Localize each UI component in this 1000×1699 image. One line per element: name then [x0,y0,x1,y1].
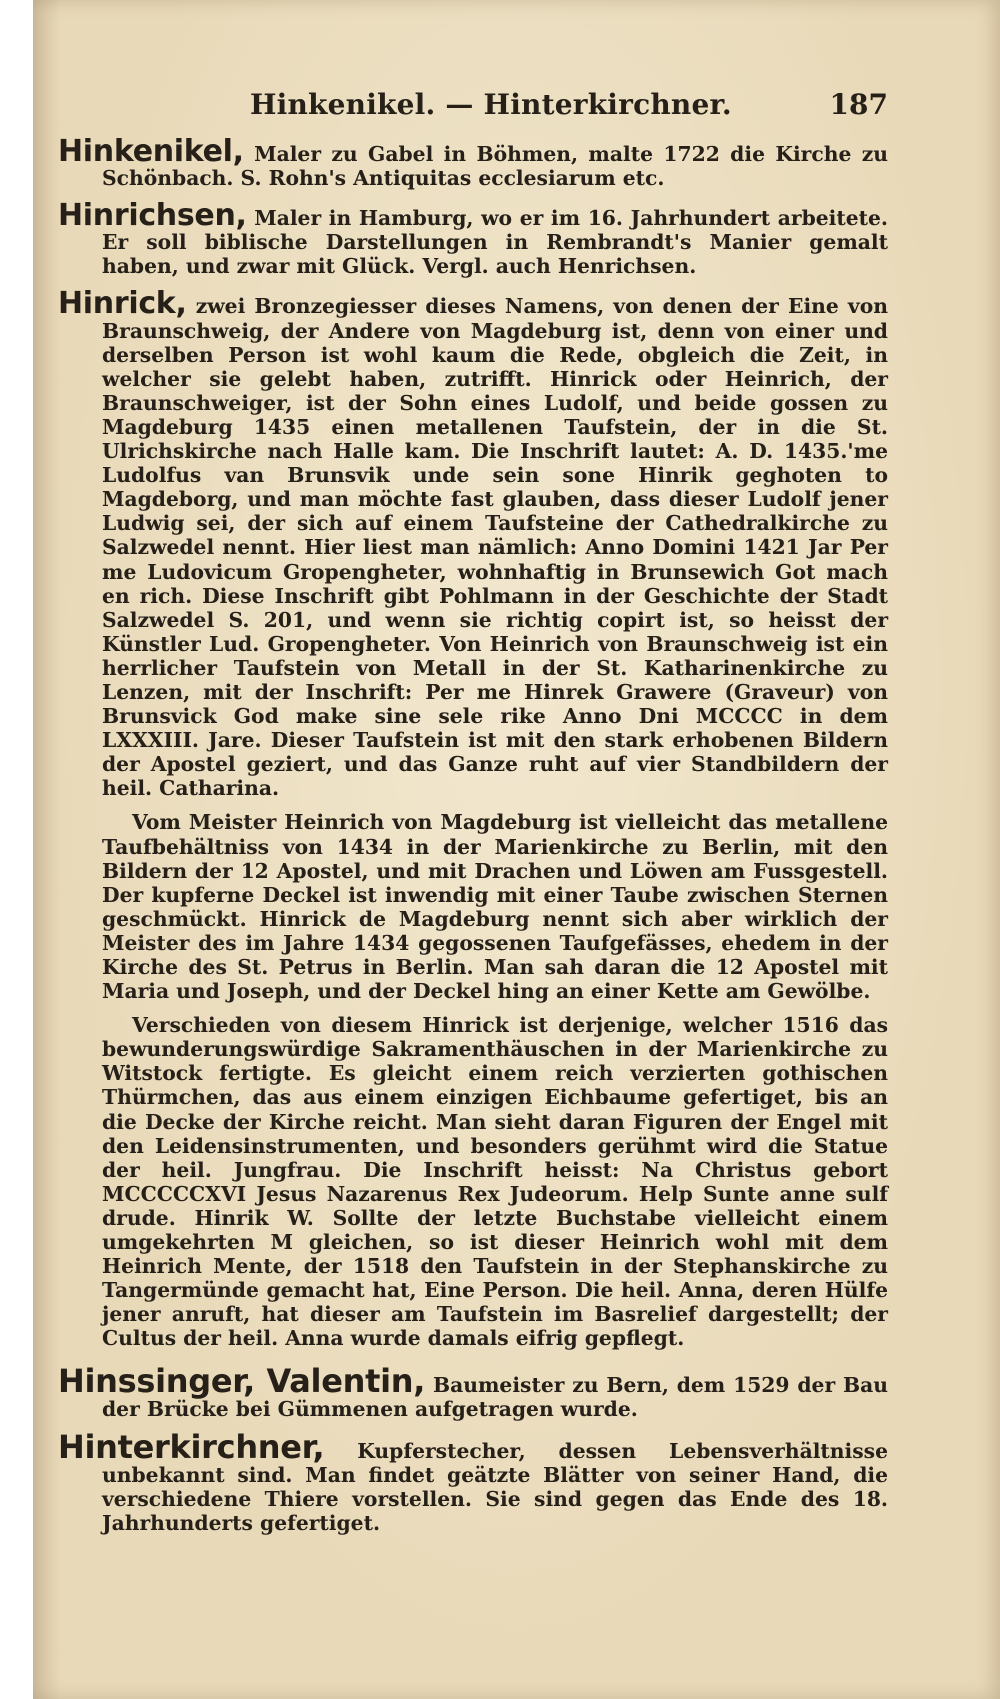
headword: Hinssinger, Valentin, [58,1361,426,1400]
entry-hinrick [58,286,888,1351]
entry-paragraph: Verschieden von diesem Hinrick ist derjenige, welcher 1516 das bewunderungswürdige Sakramenthäuschen in der Marienkirche zu Witstock fertigte. Es gleicht einem reich verzierten gothischen Thürmchen, das aus einem einzigen Eichbaume gefertiget, bis an die Decke der Kirche reicht. Man sieht daran Figuren der Engel mit den Leidensinstrumenten, und besonders gerühmt wird die Statue der heil. Jungfrau. Die Inschrift heisst: Na Christus gebort MCCCCCXVI Jesus Nazarenus Rex Judeorum. Help Sunte anne sulf drude. Hinrik W. Sollte der letzte Buchstabe vielleicht einem umgekehrten M gleichen, so ist dieser Heinrich wohl mit dem Heinrich Mente, der 1518 den Taufstein in der Stephanskirche zu Tangermünde gemacht hat, Eine Person. Die heil. Anna, deren Hülfe jener anruft, hat dieser am Taufstein im Basrelief dargestellt; der Cultus der heil. Anna wurde damals eifrig gepflegt. [102,1013,888,1351]
headword: Hinkenikel, [58,134,244,169]
entry-hinssinger [58,1361,888,1421]
entry-hinkenikel [58,134,888,191]
running-title: Hinkenikel. — Hinterkirchner. [250,88,732,121]
entry-hinrichsen [58,198,888,279]
entry-hinterkirchner [58,1427,888,1535]
entry-text: Kupferstecher, dessen Lebensverhältnisse unbekannt sind. Man findet geätzte Blätter von seiner Hand, die verschiedene Thiere vorstellen. Sie sind gegen das Ende des 18. Jahrhunderts gefertiget. [102,1438,888,1535]
entry-text: zwei Bronzegiesser dieses Namens, von denen der Eine von Braunschweig, der Andere von Magdeburg ist, denn von einer und derselben Person ist wohl kaum die Rede, obgleich die Zeit, in welcher sie gelebt haben, zutrifft. Hinrick oder Heinrich, der Braunschweiger, ist der Sohn eines Ludolf, und beide gossen zu Magdeburg 1435 einen metallenen Taufstein, der in die St. Ulrichskirche nach Halle kam. Die Inschrift lautet: A. D. 1435.'me Ludolfus van Brunsvik unde sein sone Hinrik geghoten to Magdeborg, und man möchte fast glauben, dass dieser Ludolf jener Ludwig sei, der sich auf einem Taufsteine der Cathedralkirche zu Salzwedel nennt. Hier liest man nämlich: Anno Domini 1421 Jar Per me Ludovicum Gropengheter, wohnhaftig in Brunsewich Got mach en rich. Diese Inschrift gibt Pohlmann in der Geschichte der Stadt Salzwedel S. 201, und wenn sie richtig copirt ist, so heisst der Künstler Lud. Gropengheter. Von Heinrich von Braunschweig ist ein herrlicher Taufstein von Metall in der St. Katharinenkirche zu Lenzen, mit der Inschrift: Per me Hinrek Grawere (Graveur) von Brunsvick God make sine sele rike Anno Dni MCCCC in dem LXXXIII. Jare. Dieser Taufstein ist mit den stark erhobenen Bildern der Apostel geziert, und das Ganze ruht auf vier Standbildern der heil. Catharina. [102,294,888,801]
entry-text: Baumeister zu Bern, dem 1529 der Bau der Brücke bei Gümmenen aufgetragen wurde. [102,1372,888,1421]
entry-text: Maler in Hamburg, wo er im 16. Jahrhundert arbeitete. Er soll biblische Darstellungen in Rembrandt's Manier gemalt haben, und zwar mit Glück. Vergl. auch Henrichsen. [102,206,888,279]
entry-paragraph: Vom Meister Heinrich von Magdeburg ist vielleicht das metallene Taufbehältniss von 1434 in der Marienkirche zu Berlin, mit den Bildern der 12 Apostel, und mit Drachen und Löwen am Fussgestell. Der kupferne Deckel ist inwendig mit einer Taube zwischen Sternen geschmückt. Hinrick de Magdeburg nennt sich aber wirklich der Meister des im Jahre 1434 gegossenen Taufgefässes, ehedem in der Kirche des St. Petrus in Berlin. Man sah daran die 12 Apostel mit Maria und Joseph, und der Deckel hing an einer Kette am Gewölbe. [102,810,888,1004]
page-number: 187 [829,88,888,121]
entry-text: Maler zu Gabel in Böhmen, malte 1722 die Kirche zu Schönbach. S. Rohn's Antiquitas ecclesiarum etc. [102,142,888,191]
headword: Hinrick, [58,286,187,322]
main-text [58,134,888,1535]
headword: Hinterkirchner, [58,1427,325,1466]
headword: Hinrichsen, [58,198,247,234]
page-header [250,88,888,126]
